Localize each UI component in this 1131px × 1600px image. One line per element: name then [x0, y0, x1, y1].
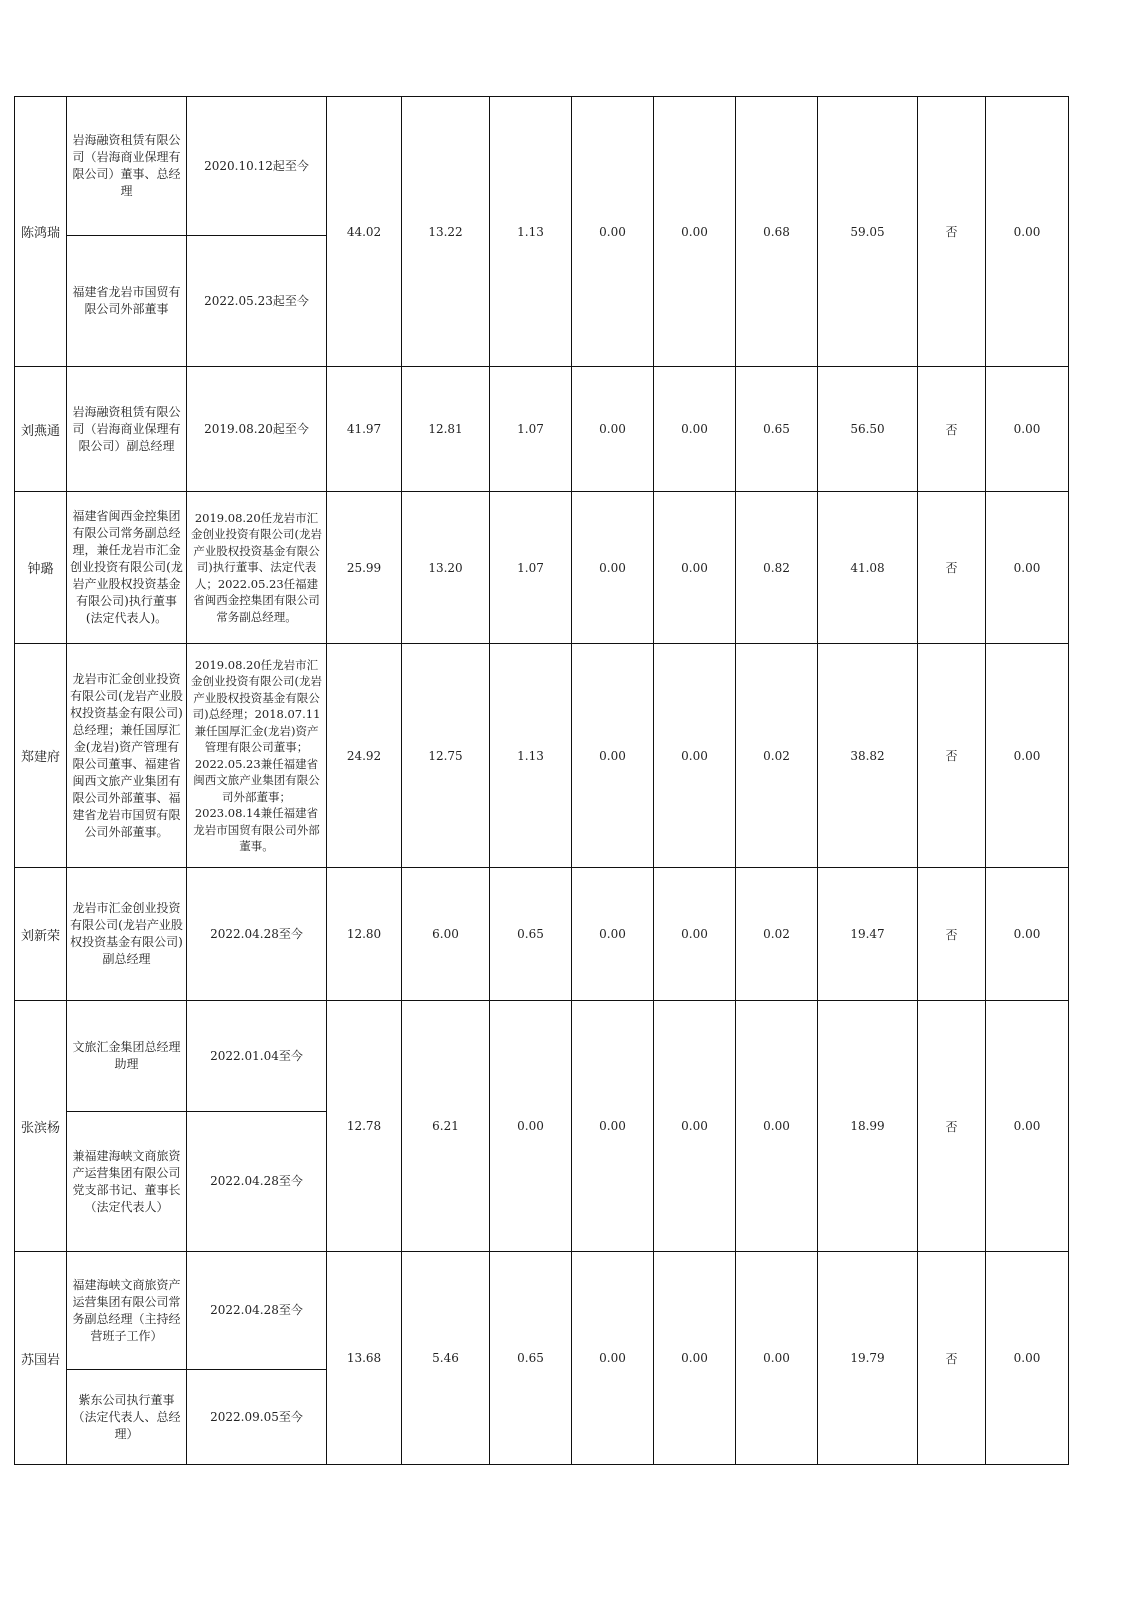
value-cell: 1.07	[490, 492, 572, 644]
value-cell: 0.00	[654, 492, 736, 644]
value-cell: 6.00	[402, 868, 490, 1001]
value-cell: 0.00	[654, 868, 736, 1001]
value-cell: 13.68	[327, 1252, 402, 1465]
position-title: 福建省闽西金控集团有限公司常务副总经理，兼任龙岩市汇金创业投资有限公司(龙岩产业股权投资基金有限公司)执行董事(法定代表人)。	[67, 492, 187, 644]
tenure: 2022.04.28至今	[187, 1112, 327, 1252]
compensation-table	[14, 96, 1069, 1465]
position-title: 龙岩市汇金创业投资有限公司(龙岩产业股权投资基金有限公司)总经理；兼任国厚汇金(龙岩)资产管理有限公司董事、福建省闽西文旅产业集团有限公司外部董事、福建省龙岩市国贸有限公司外部董事。	[67, 644, 187, 868]
person-name: 张滨杨	[15, 1001, 67, 1252]
value-cell: 否	[918, 97, 986, 367]
table-row	[15, 492, 1069, 644]
value-cell: 1.13	[490, 644, 572, 868]
value-cell: 1.07	[490, 367, 572, 492]
value-cell: 12.78	[327, 1001, 402, 1252]
value-cell: 0.00	[986, 97, 1069, 367]
value-cell: 41.97	[327, 367, 402, 492]
value-cell: 0.02	[736, 868, 818, 1001]
value-cell: 否	[918, 492, 986, 644]
position-title: 兼福建海峡文商旅资产运营集团有限公司党支部书记、董事长（法定代表人）	[67, 1112, 187, 1252]
value-cell: 41.08	[818, 492, 918, 644]
table-row	[15, 1252, 1069, 1370]
value-cell: 13.20	[402, 492, 490, 644]
tenure: 2022.05.23起至今	[187, 236, 327, 367]
value-cell: 44.02	[327, 97, 402, 367]
value-cell: 0.00	[572, 367, 654, 492]
value-cell: 19.47	[818, 868, 918, 1001]
position-title: 岩海融资租赁有限公司（岩海商业保理有限公司）副总经理	[67, 367, 187, 492]
value-cell: 0.02	[736, 644, 818, 868]
value-cell: 13.22	[402, 97, 490, 367]
position-title: 福建海峡文商旅资产运营集团有限公司常务副总经理（主持经营班子工作）	[67, 1252, 187, 1370]
value-cell: 6.21	[402, 1001, 490, 1252]
value-cell: 0.00	[986, 1001, 1069, 1252]
value-cell: 25.99	[327, 492, 402, 644]
table-row	[15, 367, 1069, 492]
person-name: 苏国岩	[15, 1252, 67, 1465]
value-cell: 56.50	[818, 367, 918, 492]
value-cell: 0.00	[986, 492, 1069, 644]
value-cell: 19.79	[818, 1252, 918, 1465]
tenure: 2022.01.04至今	[187, 1001, 327, 1112]
value-cell: 12.75	[402, 644, 490, 868]
value-cell: 0.00	[572, 97, 654, 367]
position-title: 文旅汇金集团总经理助理	[67, 1001, 187, 1112]
value-cell: 5.46	[402, 1252, 490, 1465]
value-cell: 0.00	[654, 644, 736, 868]
value-cell: 否	[918, 868, 986, 1001]
value-cell: 否	[918, 1001, 986, 1252]
value-cell: 0.82	[736, 492, 818, 644]
value-cell: 0.00	[986, 868, 1069, 1001]
table-row	[15, 868, 1069, 1001]
value-cell: 0.00	[654, 97, 736, 367]
person-name: 刘燕通	[15, 367, 67, 492]
person-name: 陈鸿瑞	[15, 97, 67, 367]
value-cell: 1.13	[490, 97, 572, 367]
tenure: 2022.09.05至今	[187, 1370, 327, 1465]
value-cell: 0.00	[654, 1001, 736, 1252]
table-row	[15, 97, 1069, 236]
tenure: 2019.08.20起至今	[187, 367, 327, 492]
person-name: 钟璐	[15, 492, 67, 644]
value-cell: 0.00	[654, 1252, 736, 1465]
tenure: 2020.10.12起至今	[187, 97, 327, 236]
table-row	[15, 644, 1069, 868]
position-title: 紫东公司执行董事（法定代表人、总经理）	[67, 1370, 187, 1465]
table-row	[15, 1001, 1069, 1112]
value-cell: 18.99	[818, 1001, 918, 1252]
value-cell: 0.00	[572, 1252, 654, 1465]
person-name: 郑建府	[15, 644, 67, 868]
value-cell: 0.65	[490, 868, 572, 1001]
value-cell: 0.00	[490, 1001, 572, 1252]
tenure: 2022.04.28至今	[187, 1252, 327, 1370]
value-cell: 否	[918, 367, 986, 492]
value-cell: 否	[918, 1252, 986, 1465]
value-cell: 38.82	[818, 644, 918, 868]
value-cell: 0.00	[572, 492, 654, 644]
tenure: 2019.08.20任龙岩市汇金创业投资有限公司(龙岩产业股权投资基金有限公司)总经理；2018.07.11兼任国厚汇金(龙岩)资产管理有限公司董事；2022.05.23兼任福建省闽西文旅产业集团有限公司外部董事；2023.08.14兼任福建省龙岩市国贸有限公司外部董事。	[187, 644, 327, 868]
value-cell: 0.65	[490, 1252, 572, 1465]
value-cell: 0.00	[986, 1252, 1069, 1465]
position-title: 福建省龙岩市国贸有限公司外部董事	[67, 236, 187, 367]
value-cell: 0.00	[572, 644, 654, 868]
tenure: 2022.04.28至今	[187, 868, 327, 1001]
position-title: 龙岩市汇金创业投资有限公司(龙岩产业股权投资基金有限公司)副总经理	[67, 868, 187, 1001]
person-name: 刘新荣	[15, 868, 67, 1001]
value-cell: 0.00	[572, 1001, 654, 1252]
value-cell: 0.00	[736, 1001, 818, 1252]
value-cell: 0.00	[986, 367, 1069, 492]
value-cell: 0.65	[736, 367, 818, 492]
value-cell: 0.00	[572, 868, 654, 1001]
value-cell: 59.05	[818, 97, 918, 367]
value-cell: 0.00	[736, 1252, 818, 1465]
value-cell: 0.68	[736, 97, 818, 367]
value-cell: 0.00	[986, 644, 1069, 868]
value-cell: 12.81	[402, 367, 490, 492]
value-cell: 24.92	[327, 644, 402, 868]
value-cell: 12.80	[327, 868, 402, 1001]
value-cell: 否	[918, 644, 986, 868]
tenure: 2019.08.20任龙岩市汇金创业投资有限公司(龙岩产业股权投资基金有限公司)执行董事、法定代表人；2022.05.23任福建省闽西金控集团有限公司常务副总经理。	[187, 492, 327, 644]
position-title: 岩海融资租赁有限公司（岩海商业保理有限公司）董事、总经理	[67, 97, 187, 236]
value-cell: 0.00	[654, 367, 736, 492]
